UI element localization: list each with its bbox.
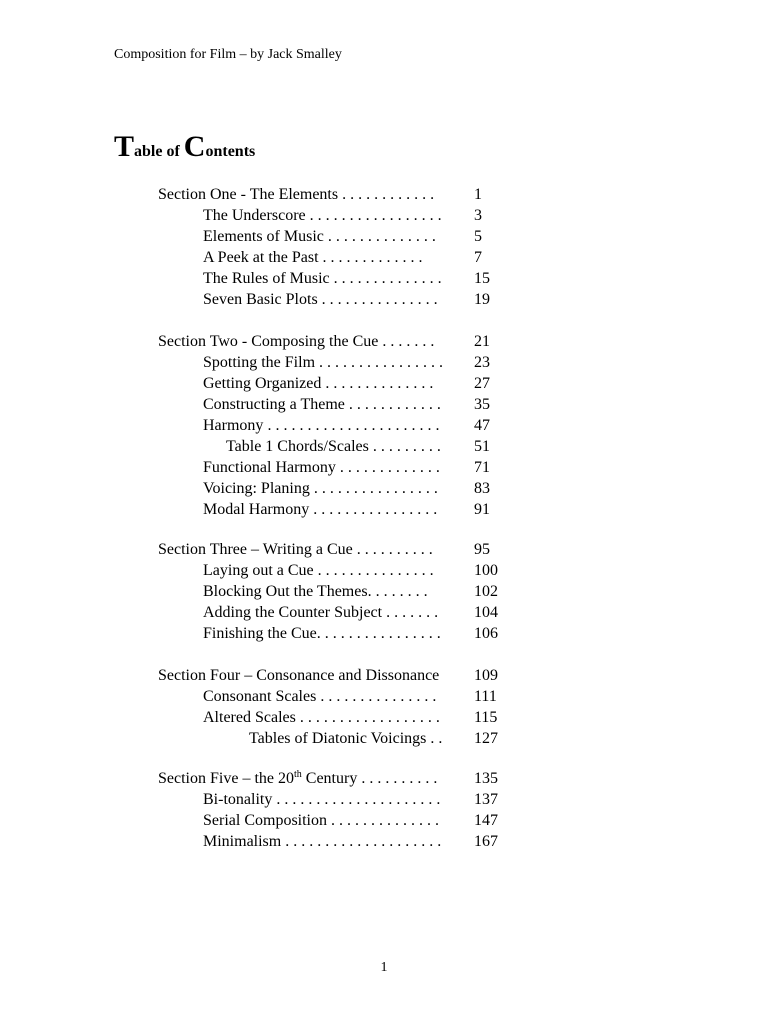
running-header: Composition for Film – by Jack Smalley (114, 47, 342, 62)
toc-heading-initial-c: C (183, 130, 206, 163)
toc-entry-leader: . . . . . . . . . . . . . . . . (309, 480, 438, 497)
toc-entry-page: 167 (474, 833, 498, 850)
toc-entry-leader: . . . . . . . (371, 583, 428, 600)
toc-entry-title: Functional Harmony (203, 459, 336, 476)
toc-entry-page: 3 (474, 207, 482, 224)
toc-entry (203, 831, 441, 852)
toc-entry (203, 247, 423, 268)
toc-entry-title: Harmony (203, 417, 264, 434)
toc-entry-page: 1 (474, 186, 482, 203)
toc-entry (203, 602, 438, 623)
toc-entry-title: Spotting the Film (203, 354, 316, 371)
toc-entry-leader: . . . . . . . . . . . . (338, 186, 435, 203)
toc-entry-page: 104 (474, 604, 498, 621)
toc-entry-leader: . . . . . . . . . (368, 438, 441, 455)
toc-entry-title: Section Four – Consonance and Dissonance (158, 667, 440, 684)
toc-entry-title: Bi-tonality (203, 791, 273, 808)
toc-entry (203, 394, 441, 415)
toc-entry-page: 135 (474, 770, 498, 787)
toc-entry-title: Constructing a Theme (203, 396, 345, 413)
toc-entry-title: Serial Composition (203, 812, 327, 829)
toc-entry-page: 23 (474, 354, 490, 371)
toc-entry-leader: . . (426, 730, 443, 747)
toc-entry-page: 47 (474, 417, 490, 434)
toc-entry-leader: . . . . . . . . . . . . . . . . . . (295, 709, 440, 726)
toc-entry (203, 789, 440, 810)
toc-entry-page: 115 (474, 709, 498, 726)
toc-entry (203, 560, 434, 581)
toc-entry-leader: . . . . . . . . . . . . . . (329, 270, 442, 287)
toc-entry-title: Section One - The Elements (158, 186, 339, 203)
toc-entry-title: Section Five – the 20 (158, 770, 294, 787)
toc-entry-page: 109 (474, 667, 498, 684)
toc-entry-title: Adding the Counter Subject (203, 604, 383, 621)
toc-entry-page: 95 (474, 541, 490, 558)
toc-entry-title: Section Two - Composing the Cue (158, 333, 379, 350)
toc-entry-leader: . . . . . . . (382, 604, 439, 621)
toc-entry-superscript: th (293, 769, 302, 780)
toc-entry (203, 686, 436, 707)
toc-entry-title: Getting Organized (203, 375, 322, 392)
toc-entry (158, 184, 434, 205)
toc-entry-title: Finishing the Cue. (203, 625, 321, 642)
toc-heading-word-able-of: able of (134, 143, 184, 160)
toc-entry-leader: . . . . . . . . . . . . . . . . . . . . (281, 833, 442, 850)
toc-entry-leader: . . . . . . . . . . . . . . . . (309, 501, 438, 518)
toc-entry-title: Table 1 Chords/Scales (226, 438, 369, 455)
toc-entry-page: 147 (474, 812, 498, 829)
toc-entry (203, 581, 428, 602)
toc-entry-page: 127 (474, 730, 498, 747)
toc-entry-page: 111 (474, 688, 497, 705)
toc-entry-page: 35 (474, 396, 490, 413)
toc-entry-title: Modal Harmony (203, 501, 310, 518)
toc-entry-title: Tables of Diatonic Voicings (249, 730, 427, 747)
toc-entry-title: The Rules of Music (203, 270, 330, 287)
toc-entry-leader: . . . . . . . . . . . . . . . . (315, 354, 444, 371)
toc-entry-page: 5 (474, 228, 482, 245)
toc-entry-leader: . . . . . . . . . . . . (344, 396, 441, 413)
toc-heading-word-ontents: ontents (205, 143, 256, 160)
page-number-footer: 1 (380, 960, 388, 975)
toc-entry-page: 15 (474, 270, 490, 287)
toc-entry-title: Consonant Scales (203, 688, 317, 705)
toc-entry-title-continued: Century (301, 770, 358, 787)
toc-heading (114, 130, 255, 169)
toc-entry-title: A Peek at the Past (203, 249, 319, 266)
toc-entry-title: Laying out a Cue (203, 562, 314, 579)
toc-entry-leader: . . . . . . . . . . (352, 541, 433, 558)
toc-entry-title: Elements of Music (203, 228, 324, 245)
toc-entry-title: Altered Scales (203, 709, 296, 726)
toc-heading-initial-t: T (114, 130, 135, 163)
toc-entry-title: Blocking Out the Themes. (203, 583, 372, 600)
toc-entry-page: 7 (474, 249, 482, 266)
toc-entry-leader: . . . . . . . . . . . . . . . . . (305, 207, 442, 224)
toc-entry-page: 102 (474, 583, 498, 600)
toc-entry-leader: . . . . . . . . . . . . . . (327, 812, 439, 829)
toc-entry (203, 289, 438, 310)
toc-entry (203, 499, 437, 520)
toc-entry-page: 21 (474, 333, 490, 350)
toc-entry-leader: . . . . . . . . . . . . . (335, 459, 440, 476)
toc-entry (203, 205, 442, 226)
toc-entry (226, 436, 441, 457)
toc-entry-leader: . . . . . . . . . . . . . . (323, 228, 436, 245)
toc-entry-leader: . . . . . . . . . . . . . . . (316, 688, 437, 705)
toc-entry-page: 83 (474, 480, 490, 497)
toc-entry-page: 51 (474, 438, 490, 455)
toc-entry (158, 768, 437, 789)
toc-entry-leader: . . . . . . . . . . . . . . (321, 375, 434, 392)
toc-entry (203, 623, 441, 644)
toc-entry (203, 373, 433, 394)
toc-entry (249, 728, 442, 749)
toc-entry-title: Minimalism (203, 833, 282, 850)
toc-entry-page: 100 (474, 562, 498, 579)
toc-entry-page: 27 (474, 375, 490, 392)
toc-entry (158, 331, 434, 352)
toc-entry-leader: . . . . . . . . . . . . . . . . . . . . . . (263, 417, 440, 434)
toc-entry (203, 268, 442, 289)
toc-entry-title: Section Three – Writing a Cue (158, 541, 353, 558)
toc-entry-leader: . . . . . . . . . . (357, 770, 438, 787)
toc-entry-page: 19 (474, 291, 490, 308)
toc-entry-leader: . . . . . . . . . . . . . . . (313, 562, 434, 579)
toc-entry-page: 71 (474, 459, 490, 476)
toc-entry-page: 106 (474, 625, 498, 642)
toc-entry-page: 137 (474, 791, 498, 808)
toc-entry-title: Voicing: Planing (203, 480, 310, 497)
toc-entry (203, 457, 440, 478)
toc-entry-leader: . . . . . . . . . . . . . (318, 249, 423, 266)
toc-entry-leader: . . . . . . . . . . . . . . . (317, 291, 438, 308)
toc-entry (203, 226, 436, 247)
toc-entry-leader: . . . . . . . . . . . . . . . . . . . . . (272, 791, 441, 808)
toc-entry (203, 707, 440, 728)
toc-entry (203, 352, 443, 373)
toc-entry (203, 415, 439, 436)
toc-entry (203, 810, 439, 831)
toc-entry-title: Seven Basic Plots (203, 291, 318, 308)
toc-entry-page: 91 (474, 501, 490, 518)
toc-entry-title: The Underscore (203, 207, 306, 224)
toc-entry (158, 539, 433, 560)
toc-entry-leader: . . . . . . . . . . . . . . . (320, 625, 441, 642)
toc-entry (203, 478, 438, 499)
toc-entry (158, 665, 439, 686)
toc-entry-leader: . . . . . . . (378, 333, 435, 350)
